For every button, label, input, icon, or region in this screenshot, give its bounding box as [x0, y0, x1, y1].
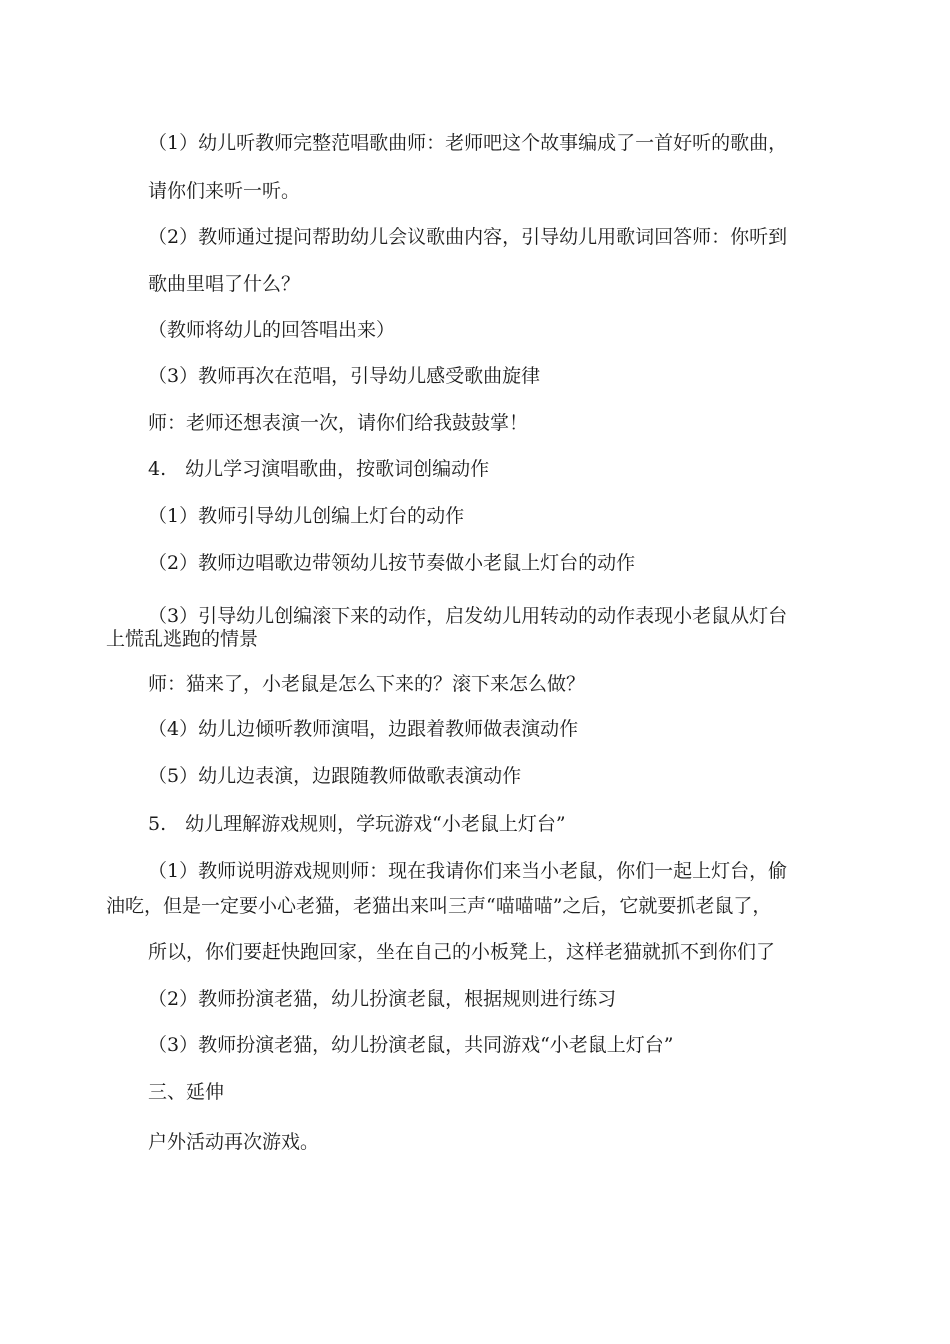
- text-line: （2）教师通过提问帮助幼儿会议歌曲内容，引导幼儿用歌词回答师：你听到: [148, 226, 788, 248]
- text-line: （3）引导幼儿创编滚下来的动作，启发幼儿用转动的动作表现小老鼠从灯台: [148, 605, 788, 627]
- text-line: （1）幼儿听教师完整范唱歌曲师：老师吧这个故事编成了一首好听的歌曲，: [148, 132, 788, 154]
- text-line: （教师将幼儿的回答唱出来）: [148, 319, 396, 341]
- text-line: 户外活动再次游戏。: [148, 1131, 320, 1153]
- text-line: 师：猫来了，小老鼠是怎么下来的？滚下来怎么做？: [148, 673, 586, 695]
- text-line: （3）教师再次在范唱，引导幼儿感受歌曲旋律: [148, 365, 541, 387]
- text-line: （1）教师引导幼儿创编上灯台的动作: [148, 505, 465, 527]
- section-heading: 三、延伸: [148, 1081, 225, 1103]
- text-line: 师：老师还想表演一次，请你们给我鼓鼓掌！: [148, 412, 529, 434]
- text-line: （3）教师扮演老猫，幼儿扮演老鼠，共同游戏“小老鼠上灯台”: [148, 1034, 674, 1056]
- text-line: （4）幼儿边倾听教师演唱，边跟着教师做表演动作: [148, 718, 579, 740]
- text-line: （5）幼儿边表演，边跟随教师做歌表演动作: [148, 765, 522, 787]
- section-heading: 5. 幼儿理解游戏规则，学玩游戏“小老鼠上灯台”: [148, 813, 566, 835]
- text-line: （1）教师说明游戏规则师：现在我请你们来当小老鼠，你们一起上灯台，偷: [148, 860, 788, 882]
- text-line: 油吃，但是一定要小心老猫，老猫出来叫三声“喵喵喵”之后，它就要抓老鼠了，: [106, 895, 772, 917]
- text-line: （2）教师边唱歌边带领幼儿按节奏做小老鼠上灯台的动作: [148, 552, 636, 574]
- text-line: 所以，你们要赶快跑回家，坐在自己的小板凳上，这样老猫就抓不到你们了: [148, 941, 776, 963]
- text-line: （2）教师扮演老猫，幼儿扮演老鼠，根据规则进行练习: [148, 988, 617, 1010]
- text-line: 歌曲里唱了什么？: [148, 273, 301, 295]
- text-line: 上慌乱逃跑的情景: [106, 628, 259, 650]
- text-line: 请你们来听一听。: [148, 180, 301, 202]
- section-heading: 4. 幼儿学习演唱歌曲，按歌词创编动作: [148, 458, 490, 480]
